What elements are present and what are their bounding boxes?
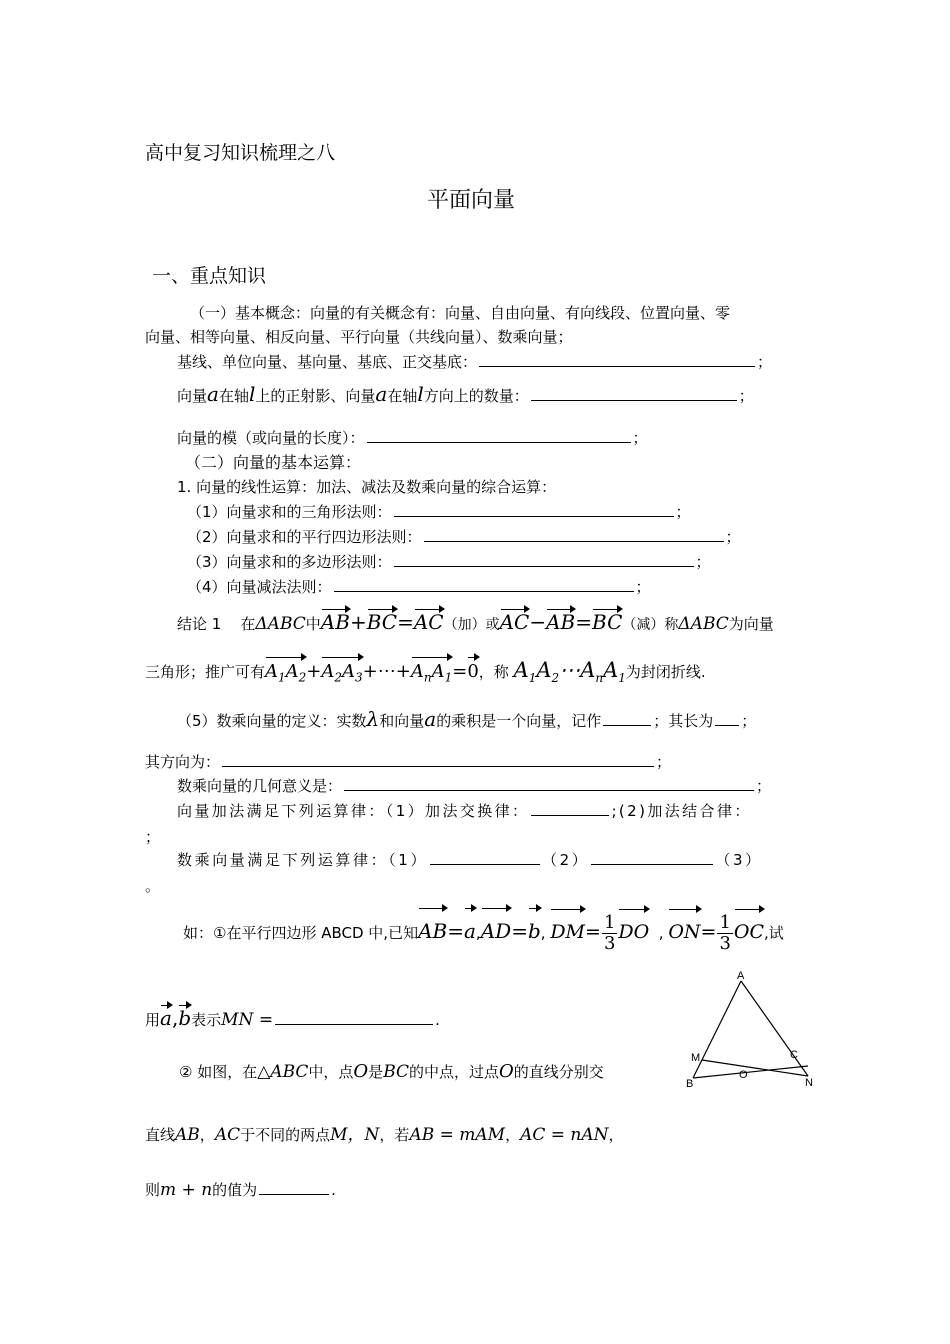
text: 其方向为：: [145, 753, 221, 771]
answer-blank[interactable]: [531, 386, 737, 401]
vector-a1a2: $A_1A_2$: [265, 656, 306, 694]
vector-a: a: [464, 907, 476, 955]
plus-sign: +: [349, 610, 367, 634]
text: ，: [608, 1126, 624, 1144]
answer-blank[interactable]: [222, 752, 654, 767]
line-ac: AC: [214, 1125, 241, 1145]
vector-ana1: $A_nA_1$: [411, 656, 452, 694]
example-1-line-1: [183, 907, 784, 957]
linear-ops: 1. 向量的线性运算：加法、减法及数乘向量的综合运算：: [177, 478, 557, 496]
answer-blank[interactable]: [603, 711, 651, 726]
semicolon: ；: [756, 777, 772, 795]
points-m-n: M，N: [330, 1125, 380, 1145]
projection-line: [177, 384, 754, 406]
text: 中，点: [308, 1063, 354, 1081]
triangle-abc: ΔABC: [678, 614, 729, 634]
text: 的值为: [212, 1181, 258, 1199]
vector-do: DO: [618, 908, 649, 956]
text: 直线: [145, 1126, 176, 1144]
equals-sign: =: [575, 610, 593, 634]
answer-blank[interactable]: [591, 850, 713, 865]
concepts-line-1: （一）基本概念：向量的有关概念有：向量、自由向量、有向线段、位置向量、零: [190, 304, 731, 322]
vector-bc: BC: [366, 610, 398, 634]
label-b: B: [686, 1078, 694, 1090]
semicolon: ；: [738, 387, 754, 405]
fraction-one-third: [717, 913, 732, 954]
example-2-line-3: [145, 1178, 336, 1202]
text: 和向量: [379, 712, 425, 730]
text: （3）: [715, 851, 763, 869]
comma: ,: [475, 924, 481, 942]
scalar-laws-end: 。: [145, 877, 161, 895]
vector-a: a: [207, 382, 219, 406]
ellipsis: ⋯: [559, 658, 581, 682]
text: 向量: [177, 387, 208, 405]
semicolon: ；: [675, 503, 691, 521]
answer-blank[interactable]: [334, 577, 634, 592]
scalar-definition: [177, 709, 756, 731]
text: （2）向量求和的平行四边形法则：: [187, 528, 422, 546]
vector-ac: AC: [499, 610, 530, 634]
text: 三角形；推广可有: [145, 663, 266, 681]
text: 数乘向量的几何意义是：: [177, 777, 343, 795]
chapter-title: 平面向量: [427, 188, 516, 213]
example-2-line-1: [179, 1060, 604, 1084]
point-o: O: [499, 1061, 514, 1082]
text: 向量的模（或向量的长度）：: [177, 429, 365, 447]
vector-on: ON: [668, 908, 700, 956]
concepts-line-2: 向量、相等向量、相反向量、平行向量（共线向量）、数乘向量；: [145, 328, 573, 346]
label-a: A: [737, 970, 745, 982]
rule-4: [187, 577, 651, 597]
equals-sign: =: [585, 921, 601, 943]
label-n: N: [805, 1077, 813, 1089]
comma: ,: [171, 1006, 179, 1030]
closed-polyline: $A_1A_2\cdots A_nA_1$: [513, 658, 626, 686]
fraction-one-third: [602, 913, 617, 954]
m-plus-n: m + n: [160, 1180, 213, 1200]
vector-a: a: [160, 1006, 172, 1030]
concepts-line-3: [177, 352, 772, 372]
text: 用: [145, 1011, 161, 1029]
modulus-line: [177, 428, 648, 448]
equation-ab-mam: AB = mAM: [409, 1125, 506, 1145]
answer-blank[interactable]: [531, 801, 609, 816]
equals-sign: =: [511, 919, 528, 943]
text: （5）数乘向量的定义：实数: [177, 712, 367, 730]
text: 的中点，过点: [409, 1063, 500, 1081]
text: 的直线分别交: [513, 1063, 604, 1081]
numerator: 1: [719, 912, 731, 933]
label-o: O: [739, 1069, 748, 1081]
text: ；其长为: [653, 712, 714, 730]
denominator: 3: [603, 933, 616, 954]
vector-oc: OC: [734, 908, 764, 956]
text: 为向量: [728, 615, 774, 633]
equation-ac-nan: AC = nAN: [520, 1125, 609, 1145]
segment-bc: BC: [383, 1062, 410, 1082]
answer-blank[interactable]: [367, 428, 631, 443]
text: 则: [145, 1181, 161, 1199]
numerator: 1: [603, 912, 616, 933]
conclusion-line-1: [177, 608, 774, 639]
example-1-line-2: [145, 1004, 440, 1034]
answer-blank[interactable]: [479, 352, 755, 367]
text: 在轴: [218, 387, 249, 405]
text: （4）向量减法法则：: [187, 578, 332, 596]
equals-sign: =: [700, 921, 717, 943]
semicolon: ；: [632, 429, 648, 447]
conclusion-line-2: [145, 654, 706, 694]
vector-ab: AB: [418, 907, 447, 955]
text: ;(2)加法结合律：: [611, 802, 752, 820]
semicolon: ；: [725, 528, 741, 546]
triangle-figure: [680, 968, 830, 1094]
text: 如：①在平行四边形 ABCD 中,已知: [183, 924, 419, 942]
text: 数乘向量满足下列运算律：（1）: [177, 851, 429, 869]
vector-a: a: [424, 707, 437, 731]
vector-a2a3: $A_2A_3$: [321, 656, 362, 694]
text: ，: [199, 1126, 215, 1144]
semicolon: ；: [635, 578, 651, 596]
side-ac: [741, 981, 808, 1076]
comma: ,: [658, 924, 664, 942]
text: 结论 1: [177, 615, 222, 633]
text: （1）向量求和的三角形法则：: [187, 503, 392, 521]
line-ab: AB: [175, 1125, 200, 1145]
rule-2: [187, 527, 741, 547]
triangle-abc: ΔABC: [255, 614, 306, 634]
direction-line: [145, 752, 671, 772]
label-c: C: [790, 1049, 798, 1061]
axis-l: l: [417, 382, 424, 406]
text: ,试: [764, 924, 784, 942]
text: （2）: [542, 851, 590, 869]
vector-ab: AB: [320, 610, 350, 634]
axis-l: l: [248, 382, 256, 406]
semicolon: ；: [741, 712, 757, 730]
text: 是: [368, 1063, 384, 1081]
period: .: [331, 1181, 336, 1199]
text: 表示: [191, 1011, 222, 1029]
addition-laws-end: ；: [145, 828, 161, 846]
vector-ad: AD: [481, 907, 511, 955]
rule-1: [187, 502, 691, 522]
text: （加）或: [443, 617, 500, 633]
text: 于不同的两点: [240, 1126, 331, 1144]
ellipsis: +⋯+: [362, 661, 411, 682]
scalar-laws: [177, 850, 763, 870]
equals-sign: =: [447, 919, 464, 943]
side-ab: [693, 981, 741, 1078]
vector-ab: AB: [546, 610, 576, 634]
semicolon: ；: [757, 353, 773, 371]
vector-b: b: [178, 1006, 192, 1030]
equals-sign: =: [397, 610, 414, 634]
text: 在轴: [387, 387, 418, 405]
text: ② 如图，在: [179, 1063, 258, 1081]
answer-blank[interactable]: [424, 527, 724, 542]
text: 方向上的数量：: [423, 387, 529, 405]
answer-blank[interactable]: [394, 552, 694, 567]
rule-3: [187, 552, 711, 572]
text: ，若: [379, 1126, 410, 1144]
semicolon: ；: [695, 553, 711, 571]
zero-vector: 0: [467, 656, 478, 688]
doc-title: 高中复习知识梳理之八: [145, 142, 336, 164]
operations-heading: （二）向量的基本运算：: [185, 453, 362, 472]
vector-ac: AC: [413, 610, 444, 634]
vector-dm: DM: [550, 908, 585, 956]
section-heading: 一、重点知识: [152, 265, 267, 287]
comma: ,: [540, 924, 546, 942]
text: （3）向量求和的多边形法则：: [187, 553, 392, 571]
text: ，称: [478, 663, 509, 681]
plus-sign: +: [306, 661, 322, 682]
text: 上的正射影、向量: [255, 387, 376, 405]
vector-a: a: [375, 382, 388, 406]
addition-laws: [177, 801, 752, 821]
semicolon: ；: [656, 753, 672, 771]
equals-sign: =: [452, 661, 468, 682]
point-o: O: [353, 1061, 369, 1082]
concepts-label: 基线、单位向量、基向量、基底、正交基底：: [177, 353, 478, 371]
period: .: [435, 1011, 440, 1029]
text: 的乘积是一个向量，记作: [436, 712, 602, 730]
answer-blank[interactable]: [275, 1010, 433, 1025]
answer-blank[interactable]: [394, 502, 674, 517]
mn-expression: MN =: [221, 1010, 274, 1030]
vector-b: b: [528, 907, 541, 955]
answer-blank[interactable]: [430, 850, 540, 865]
minus-sign: −: [529, 610, 547, 634]
answer-blank[interactable]: [259, 1180, 329, 1195]
denominator: 3: [719, 933, 731, 954]
text: 为封闭折线.: [625, 663, 706, 681]
example-2-line-2: [145, 1123, 624, 1147]
lambda-symbol: λ: [366, 707, 380, 731]
triangle-abc: △ABC: [257, 1062, 309, 1082]
text: （减）称: [622, 617, 679, 633]
text: 向量加法满足下列运算律：（1）加法交换律：: [177, 802, 530, 820]
vector-bc: BC: [592, 610, 623, 634]
text: ，: [505, 1126, 521, 1144]
text: 中: [305, 615, 321, 633]
answer-blank[interactable]: [715, 711, 739, 726]
answer-blank[interactable]: [344, 776, 754, 791]
text: 在: [240, 615, 256, 633]
label-m: M: [691, 1052, 701, 1064]
geometric-meaning: [177, 776, 771, 796]
